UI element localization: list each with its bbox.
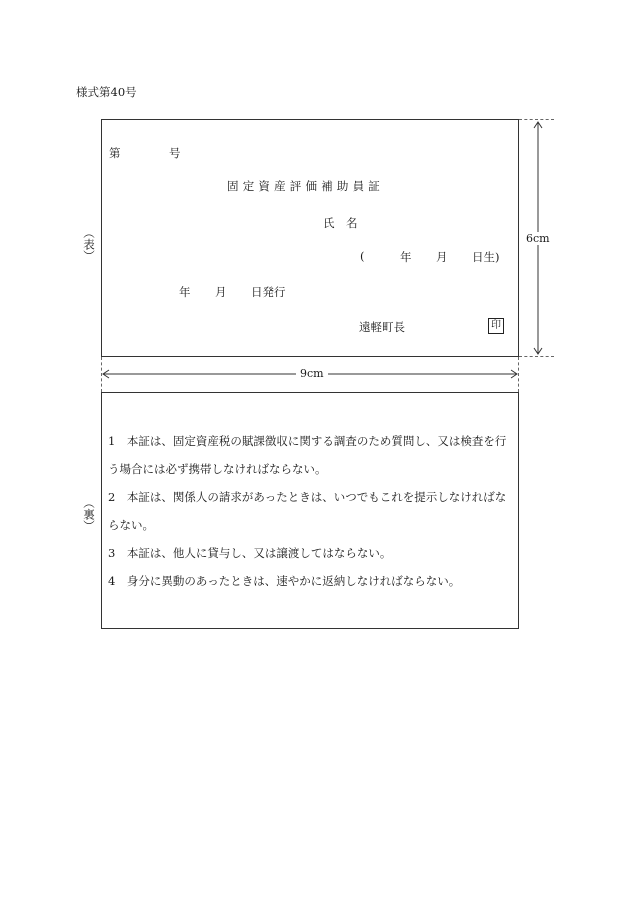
note-4: 4 身分に異動のあったときは、速やかに返納しなければならない。: [108, 574, 461, 588]
front-side-label: （表）: [82, 227, 96, 262]
birth-month-label: 月: [436, 250, 448, 264]
note-2-line-1: 2 本証は、関係人の請求があったときは、いつでもこれを提示しなければな: [108, 490, 507, 504]
issue-year-label: 年: [179, 285, 191, 299]
card-title: 固定資産評価補助員証: [227, 179, 384, 193]
number-suffix: 号: [169, 146, 181, 160]
card-back: [101, 392, 519, 629]
birth-year-label: 年: [400, 250, 412, 264]
name-label: 氏 名: [323, 216, 358, 230]
height-dimension-label: 6cm: [522, 232, 554, 245]
back-side-label: （裏）: [82, 497, 96, 532]
note-1-line-2: う場合には必ず携帯しなければならない。: [108, 462, 327, 476]
note-3: 3 本証は、他人に貸与し、又は譲渡してはならない。: [108, 546, 392, 560]
birth-day-label: 日生): [472, 250, 500, 264]
note-1-line-1: 1 本証は、固定資産税の賦課徴収に関する調査のため質問し、又は検査を行: [108, 434, 507, 448]
birth-open-paren: (: [360, 249, 365, 263]
issue-month-label: 月: [215, 285, 227, 299]
seal-mark: 印: [488, 318, 504, 334]
issuer-name: 遠軽町長: [359, 320, 405, 334]
issue-day-label: 日発行: [251, 285, 286, 299]
card-front: [101, 119, 519, 357]
note-2-line-2: らない。: [108, 518, 154, 532]
number-prefix: 第: [109, 146, 121, 160]
form-number: 様式第40号: [76, 85, 137, 99]
width-dimension-label: 9cm: [296, 367, 328, 380]
bottom-extension-line: [519, 356, 554, 357]
